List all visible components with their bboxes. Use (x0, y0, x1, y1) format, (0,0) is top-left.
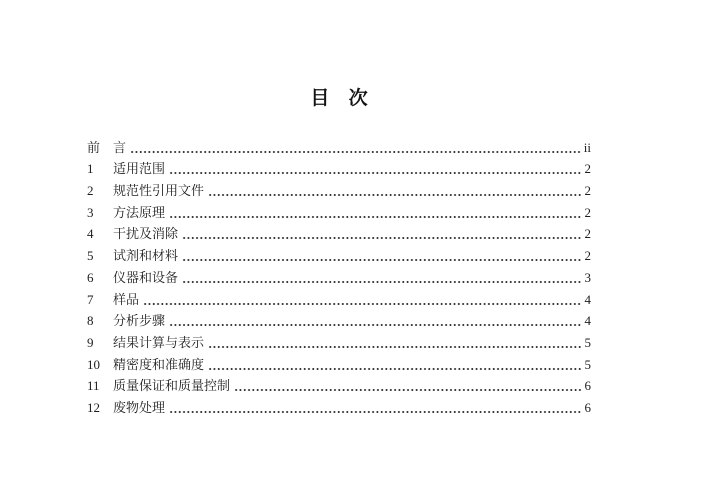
toc-entry-number: 9 (87, 334, 94, 350)
toc-entry-page: 2 (584, 183, 591, 199)
toc-entry[interactable] (87, 220, 591, 242)
toc-entry-page: 6 (584, 399, 591, 415)
toc-entry-title: 废物处理 (113, 399, 166, 415)
toc-entry-number: 1 (87, 161, 94, 177)
toc-entry-number: 5 (87, 248, 94, 264)
toc-leader-dots (169, 411, 581, 413)
toc-entry-number: 10 (87, 356, 100, 372)
toc-entry-page: 5 (584, 356, 591, 372)
toc-entry-number: 7 (87, 291, 94, 307)
toc-leader-dots (169, 216, 581, 218)
toc-entry-title: 精密度和准确度 (113, 356, 205, 372)
toc-entry-title: 样品 (113, 291, 140, 307)
toc-entry-page: 2 (584, 226, 591, 242)
toc-entry[interactable] (87, 393, 591, 415)
toc-entry-page: 4 (584, 291, 591, 307)
toc-entry[interactable] (87, 285, 591, 307)
toc-entry-page: 4 (584, 313, 591, 329)
toc-leader-dots (208, 346, 581, 348)
toc-entry[interactable] (87, 176, 591, 198)
toc-entry-title: 方法原理 (113, 204, 166, 220)
toc-entry[interactable] (87, 241, 591, 263)
toc-leader-dots (182, 237, 581, 239)
toc-entry-page: 2 (584, 204, 591, 220)
toc-leader-dots (143, 303, 581, 305)
toc-entry[interactable] (87, 328, 591, 350)
toc-entry-title: 干扰及消除 (113, 226, 179, 242)
toc-entry-number: 3 (87, 204, 94, 220)
toc-entry-title: 规范性引用文件 (113, 183, 205, 199)
toc-leader-dots (182, 281, 581, 283)
toc-entry[interactable] (87, 198, 591, 220)
toc-entry-number: 6 (87, 269, 94, 285)
toc-page-title: 目 次 (310, 88, 368, 109)
toc-entry-number: 前 (87, 139, 101, 155)
toc-entry-page: ii (583, 139, 591, 155)
toc-entry-number: 11 (87, 378, 100, 394)
toc-entry[interactable] (87, 155, 591, 177)
toc-entry-page: 2 (584, 248, 591, 264)
toc-entry-title: 仪器和设备 (113, 269, 179, 285)
toc-entry-number: 4 (87, 226, 94, 242)
toc-leader-dots (169, 172, 581, 174)
toc-leader-dots (208, 368, 581, 370)
toc-list (87, 133, 591, 415)
toc-entry-title: 分析步骤 (113, 313, 166, 329)
toc-entry[interactable] (87, 133, 591, 155)
toc-entry-title: 适用范围 (113, 161, 166, 177)
toc-entry[interactable] (87, 350, 591, 372)
toc-entry[interactable] (87, 307, 591, 329)
toc-leader-dots (234, 389, 581, 391)
toc-entry-title: 结果计算与表示 (113, 334, 205, 350)
toc-entry-title: 质量保证和质量控制 (113, 378, 231, 394)
toc-entry-title: 言 (113, 139, 127, 155)
toc-leader-dots (182, 259, 581, 261)
toc-entry-number: 2 (87, 183, 94, 199)
toc-leader-dots (130, 151, 581, 153)
toc-entry-page: 2 (584, 161, 591, 177)
toc-entry-number: 12 (87, 399, 100, 415)
toc-entry-number: 8 (87, 313, 94, 329)
toc-entry-page: 5 (584, 334, 591, 350)
toc-entry-page: 6 (584, 378, 591, 394)
toc-entry-page: 3 (584, 269, 591, 285)
toc-entry[interactable] (87, 372, 591, 394)
toc-leader-dots (169, 324, 581, 326)
toc-entry[interactable] (87, 263, 591, 285)
toc-leader-dots (208, 194, 581, 196)
toc-entry-title: 试剂和材料 (113, 248, 179, 264)
